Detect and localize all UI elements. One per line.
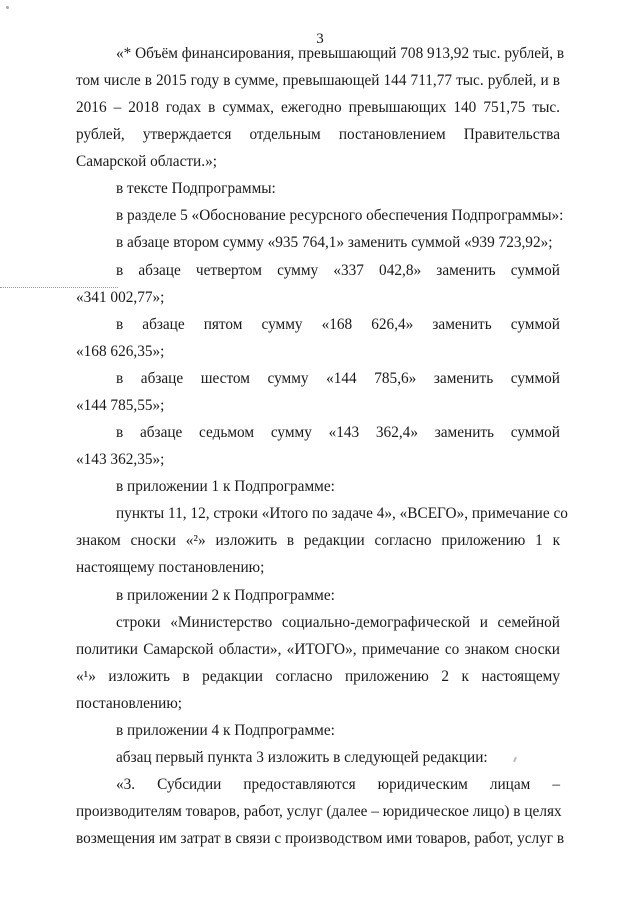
- text-line: в абзаце седьмом сумму «143 362,4» заменить суммой: [116, 424, 560, 441]
- text-line: абзац первый пункта 3 изложить в следующей редакции:: [116, 749, 488, 766]
- text-line: в приложении 4 к Подпрограмме:: [116, 722, 335, 739]
- text-line: в разделе 5 «Обоснование ресурсного обеспечения Подпрограммы»:: [116, 207, 564, 224]
- text-line: политики Самарской области», «ИТОГО», примечание со знаком сноски: [76, 641, 560, 658]
- text-line: в абзаце пятом сумму «168 626,4» заменить суммой: [116, 316, 560, 333]
- text-line: в тексте Подпрограммы:: [116, 180, 276, 197]
- text-line: «341 002,77»;: [76, 289, 165, 306]
- text-line: возмещения им затрат в связи с производством ими товаров, работ, услуг в: [76, 830, 565, 847]
- scan-artifact-dot: [6, 6, 9, 9]
- text-line: Самарской области.»;: [76, 153, 217, 170]
- text-line: постановлению;: [76, 695, 182, 712]
- page-number: 3: [316, 31, 324, 47]
- text-line: пункты 11, 12, строки «Итого по задаче 4», «ВСЕГО», примечание со: [116, 505, 568, 522]
- text-line: знаком сноски «²» изложить в редакции согласно приложению 1 к: [76, 532, 560, 549]
- text-line: «143 362,35»;: [76, 451, 165, 468]
- scan-artifact-line: [0, 287, 118, 288]
- text-line: том числе в 2015 году в сумме, превышающей 144 711,77 тыс. рублей, и в: [76, 72, 560, 89]
- text-line: «3. Субсидии предоставляются юридическим лицам –: [116, 776, 560, 793]
- text-line: в абзаце четвертом сумму «337 042,8» заменить суммой: [116, 262, 560, 279]
- text-line: в приложении 1 к Подпрограмме:: [116, 478, 335, 495]
- text-line: настоящему постановлению;: [76, 559, 265, 576]
- text-line: 2016 – 2018 годах в суммах, ежегодно превышающих 140 751,75 тыс.: [76, 99, 560, 116]
- text-line: «* Объём финансирования, превышающий 708 913,92 тыс. рублей, в: [116, 45, 565, 62]
- text-line: в приложении 2 к Подпрограмме:: [116, 587, 335, 604]
- text-line: «168 626,35»;: [76, 343, 165, 360]
- text-line: строки «Министерство социально-демографической и семейной: [116, 614, 560, 631]
- text-line: в абзаце шестом сумму «144 785,6» заменить суммой: [116, 370, 560, 387]
- text-line: «¹» изложить в редакции согласно приложению 2 к настоящему: [76, 668, 560, 685]
- text-line: в абзаце втором сумму «935 764,1» заменить суммой «939 723,92»;: [116, 234, 553, 251]
- text-line: производителям товаров, работ, услуг (далее – юридическое лицо) в целях: [76, 803, 562, 820]
- text-line: «144 785,55»;: [76, 397, 165, 414]
- text-line: рублей, утверждается отдельным постановлением Правительства: [76, 126, 560, 143]
